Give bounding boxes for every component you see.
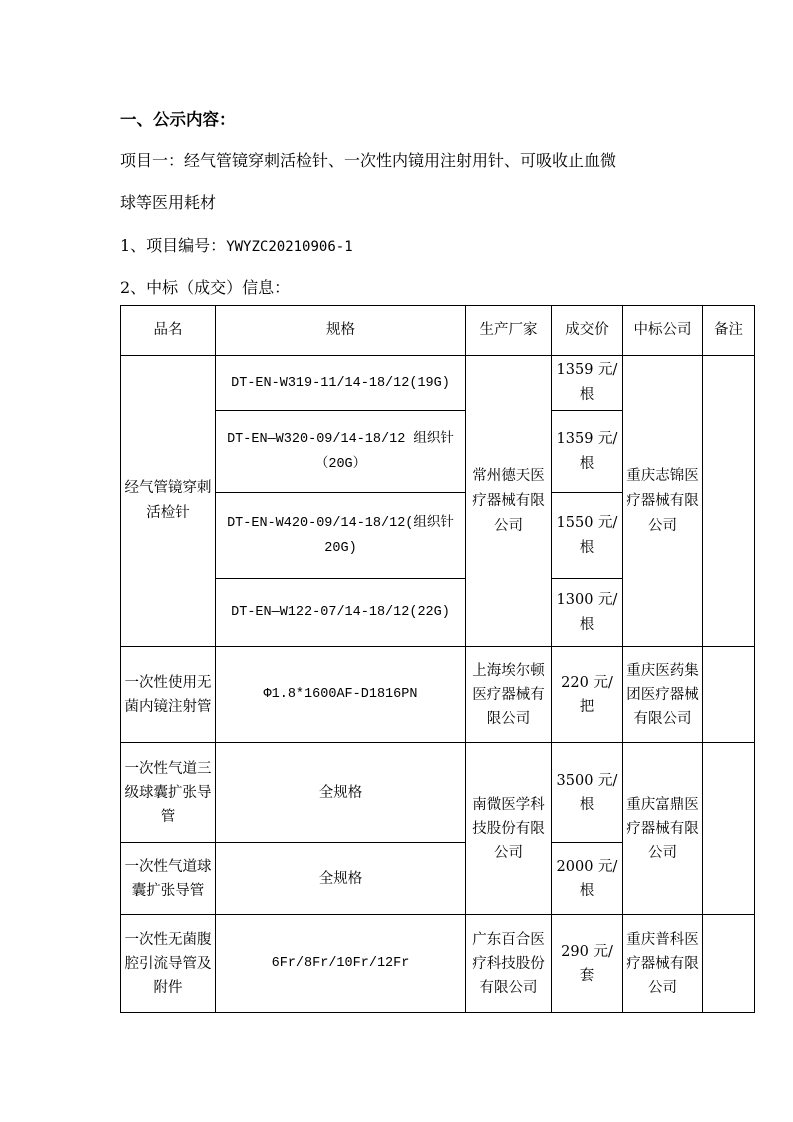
table-row xyxy=(121,915,755,1013)
cell-name: 一次性气道球囊扩张导管 xyxy=(121,843,216,915)
header-spec: 规格 xyxy=(216,306,466,356)
cell-winner: 重庆富鼎医疗器械有限公司 xyxy=(623,743,703,915)
cell-name: 经气管镜穿刺活检针 xyxy=(121,356,216,647)
cell-name: 一次性气道三级球囊扩张导管 xyxy=(121,743,216,843)
cell-maker: 常州德天医疗器械有限公司 xyxy=(466,356,552,647)
cell-name: 一次性使用无菌内镜注射管 xyxy=(121,647,216,743)
cell-price: 2000 元/根 xyxy=(552,843,623,915)
cell-price: 290 元/套 xyxy=(552,915,623,1013)
header-winner: 中标公司 xyxy=(623,306,703,356)
cell-price: 220 元/把 xyxy=(552,647,623,743)
cell-name: 一次性无菌腹腔引流导管及附件 xyxy=(121,915,216,1013)
cell-spec: Φ1.8*1600AF-D1816PN xyxy=(216,647,466,743)
cell-spec: DT-EN-W319-11/14-18/12(19G) xyxy=(216,356,466,411)
cell-note xyxy=(703,356,755,647)
cell-note xyxy=(703,915,755,1013)
cell-winner: 重庆医药集团医疗器械有限公司 xyxy=(623,647,703,743)
header-note: 备注 xyxy=(703,306,755,356)
cell-price: 1359 元/根 xyxy=(552,411,623,493)
table-header-row xyxy=(121,306,755,356)
cell-spec: 全规格 xyxy=(216,743,466,843)
project-title-line1: 项目一：经气管镜穿刺活检针、一次性内镜用注射用针、可吸收止血微 xyxy=(120,151,617,170)
project-number-code: YWYZC20210906-1 xyxy=(226,239,353,255)
section-heading: 一、公示内容： xyxy=(120,110,236,129)
cell-maker: 广东百合医疗科技股份有限公司 xyxy=(466,915,552,1013)
cell-maker: 上海埃尔顿医疗器械有限公司 xyxy=(466,647,552,743)
cell-spec: DT-EN-W420-09/14-18/12(组织针 20G) xyxy=(216,493,466,579)
cell-price: 3500 元/根 xyxy=(552,743,623,843)
project-number xyxy=(120,233,353,256)
table-row xyxy=(121,356,755,411)
cell-note xyxy=(703,647,755,743)
cell-price: 1300 元/根 xyxy=(552,579,623,647)
cell-maker: 南微医学科技股份有限公司 xyxy=(466,743,552,915)
project-number-label: 1、项目编号： xyxy=(120,236,227,255)
table-row xyxy=(121,647,755,743)
table-row xyxy=(121,743,755,843)
header-maker: 生产厂家 xyxy=(466,306,552,356)
cell-spec: DT-EN—W320-09/14-18/12 组织针（20G） xyxy=(216,411,466,493)
project-title-line2: 球等医用耗材 xyxy=(120,193,217,212)
cell-winner: 重庆志锦医疗器械有限公司 xyxy=(623,356,703,647)
cell-price: 1550 元/根 xyxy=(552,493,623,579)
bid-result-table xyxy=(120,305,755,1013)
cell-spec: 全规格 xyxy=(216,843,466,915)
cell-price: 1359 元/根 xyxy=(552,356,623,411)
cell-winner: 重庆普科医疗器械有限公司 xyxy=(623,915,703,1013)
bid-info-heading: 2、中标（成交）信息： xyxy=(120,278,291,297)
header-price: 成交价 xyxy=(552,306,623,356)
cell-note xyxy=(703,743,755,915)
cell-spec: DT-EN—W122-07/14-18/12(22G) xyxy=(216,579,466,647)
cell-spec: 6Fr/8Fr/10Fr/12Fr xyxy=(216,915,466,1013)
header-name: 品名 xyxy=(121,306,216,356)
